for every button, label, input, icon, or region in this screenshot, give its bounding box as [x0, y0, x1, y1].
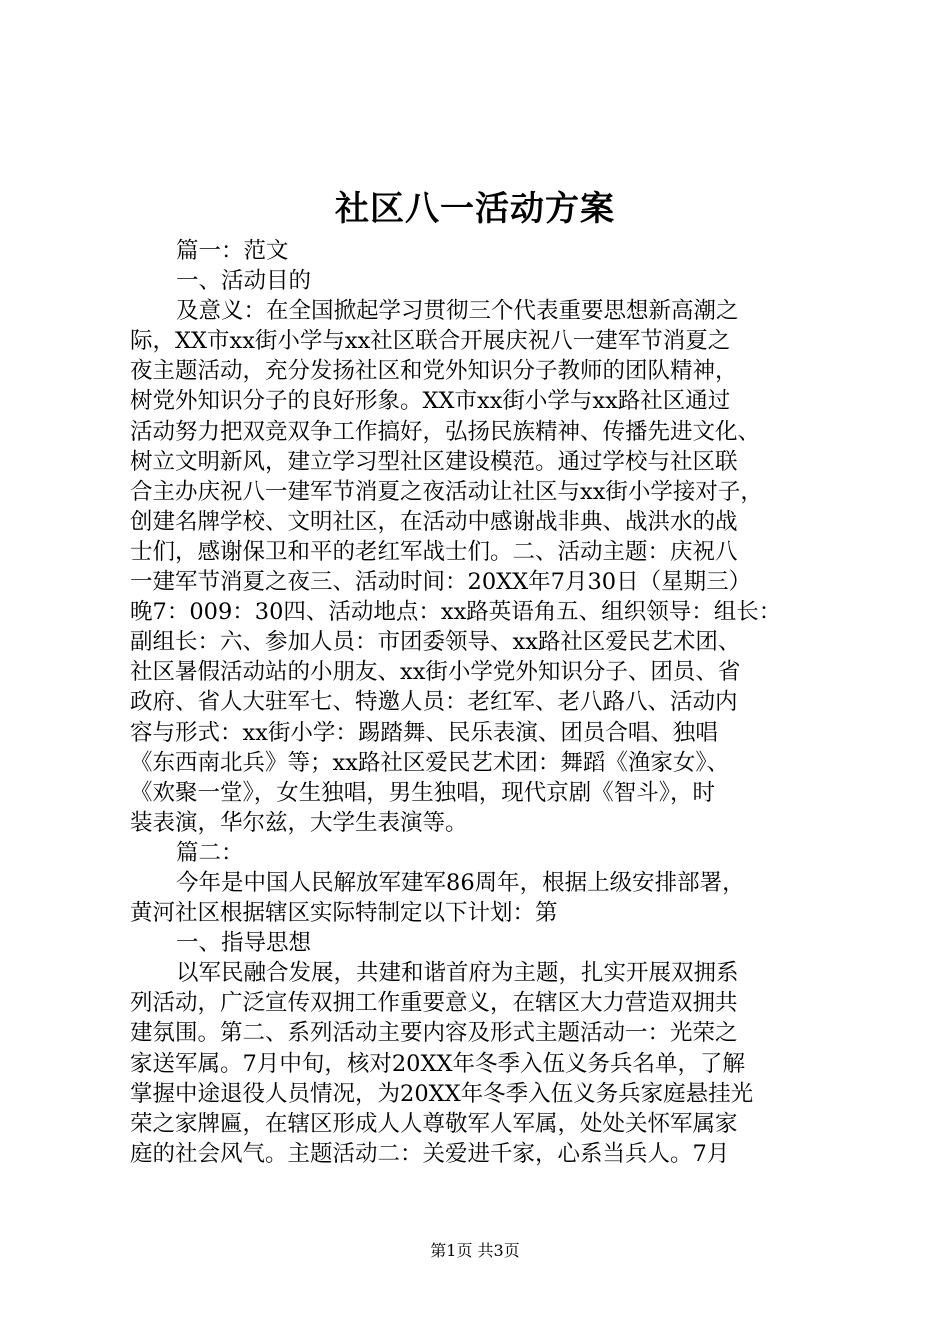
body-text-line: 一、指导思想	[176, 930, 312, 957]
page-footer	[0, 1240, 950, 1262]
body-text-line: 晚7：009：30四、活动地点：xx路英语角五、组织领导：组长：	[130, 599, 782, 626]
body-text-line: 庭的社会风气。主题活动二：关爱进千家，心系当兵人。7月	[130, 1140, 730, 1167]
body-text-line: 活动努力把双竞双争工作搞好，弘扬民族精神、传播先进文化、	[130, 418, 761, 445]
body-text-line: 际，XX市xx街小学与xx社区联合开展庆祝八一建军节消夏之	[130, 328, 731, 355]
body-text-line: 树立文明新风，建立学习型社区建设模范。通过学校与社区联	[130, 448, 738, 475]
body-text-line: 社区暑假活动站的小朋友、xx街小学党外知识分子、团员、省	[130, 659, 741, 686]
body-text-line: 副组长：六、参加人员：市团委领导、xx路社区爱民艺术团、	[130, 629, 741, 656]
document-body	[130, 236, 830, 1169]
body-text-line: 《欢聚一堂》，女生独唱，男生独唱，现代京剧《智斗》，时	[130, 779, 716, 806]
body-text-line: 掌握中途退役人员情况，为20XX年冬季入伍义务兵家庭悬挂光	[130, 1080, 754, 1107]
body-text-line: 容与形式：xx街小学：踢踏舞、民乐表演、团员合唱、独唱	[130, 719, 718, 746]
body-text-line: 创建名牌学校、文明社区，在活动中感谢战非典、战洪水的战	[130, 508, 738, 535]
body-text-line: 一建军节消夏之夜三、活动时间：20XX年7月30日（星期三）	[130, 569, 752, 596]
body-text-line: 《东西南北兵》等；xx路社区爱民艺术团：舞蹈《渔家女》、	[130, 749, 730, 776]
body-text-line: 篇一：范文	[176, 238, 289, 264]
body-text-line: 今年是中国人民解放军建军86周年，根据上级安排部署，	[176, 869, 745, 896]
body-text-line: 夜主题活动，充分发扬社区和党外知识分子教师的团队精神，	[130, 358, 738, 385]
page-title: 社区八一活动方案	[335, 189, 615, 229]
body-text-line: 政府、省人大驻军七、特邀人员：老红军、老八路八、活动内	[130, 689, 738, 716]
body-text-line: 列活动，广泛宣传双拥工作重要意义，在辖区大力营造双拥共	[130, 990, 738, 1017]
body-text-line: 树党外知识分子的良好形象。XX市xx街小学与xx路社区通过	[130, 388, 731, 415]
body-text-line: 合主办庆祝八一建军节消夏之夜活动让社区与xx街小学接对子，	[130, 478, 763, 505]
body-text-line: 家送军属。7月中旬，核对20XX年冬季入伍义务兵名单，了解	[130, 1050, 745, 1077]
body-text-line: 及意义：在全国掀起学习贯彻三个代表重要思想新高潮之	[176, 298, 739, 325]
body-text-line: 装表演，华尔兹，大学生表演等。	[130, 809, 468, 836]
body-text-line: 以军民融合发展，共建和谐首府为主题，扎实开展双拥系	[176, 960, 739, 987]
body-text-line: 荣之家牌匾，在辖区形成人人尊敬军人军属，处处关怀军属家	[130, 1110, 738, 1137]
page-indicator: 第1页 共3页	[430, 1241, 520, 1260]
body-text-line: 篇二：	[176, 839, 244, 866]
body-text-line: 黄河社区根据辖区实际特制定以下计划：第	[130, 900, 558, 927]
body-text-line: 士们，感谢保卫和平的老红军战士们。二、活动主题：庆祝八	[130, 538, 738, 565]
body-text-line: 建氛围。第二、系列活动主要内容及形式主题活动一：光荣之	[130, 1020, 738, 1047]
body-text-line: 一、活动目的	[176, 268, 312, 295]
